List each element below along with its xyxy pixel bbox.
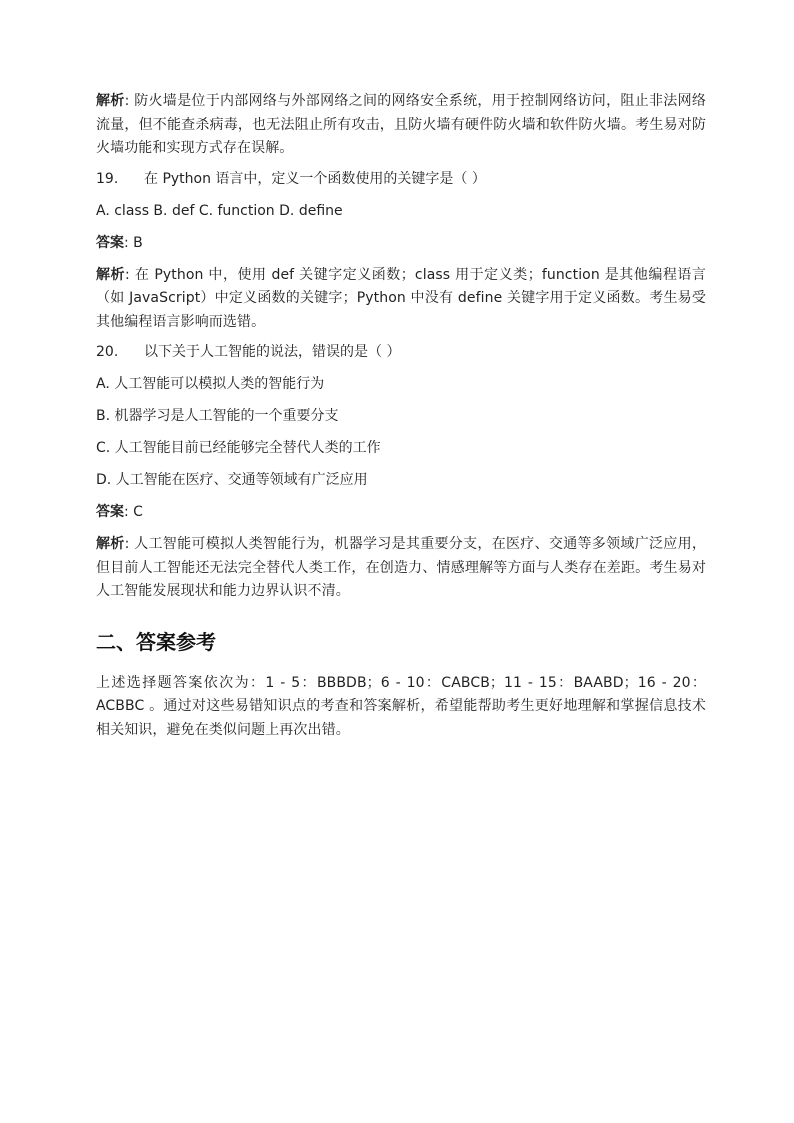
q20-option-b: B. 机器学习是人工智能的一个重要分支: [96, 408, 339, 424]
q19-answer: [96, 232, 706, 255]
answer-summary: 上述选择题答案依次为：1 - 5：BBBDB；6 - 10：CABCB；11 - 15：BAABD；16 - 20：ACBBC 。通过对这些易错知识点的考查和答案解析，希望能帮助考生更好地理解和掌握信息技术相关知识，避免在类似问题上再次出错。: [96, 674, 706, 738]
q19-analysis-text: 在 Python 中，使用 def 关键字定义函数；class 用于定义类；function 是其他编程语言（如 JavaScript）中定义函数的关键字；Python 中没有 define 关键字用于定义函数。考生易受其他编程语言影响而选错。: [96, 266, 707, 330]
q18-analysis: [96, 90, 706, 161]
q20-analysis-text: 人工智能可模拟人类智能行为，机器学习是其重要分支，在医疗、交通等多领域广泛应用，但目前人工智能还无法完全替代人类工作，在创造力、情感理解等方面与人类存在差距。考生易对人工智能发展现状和能力边界认识不清。: [96, 536, 707, 599]
analysis-label: 解析: [96, 266, 126, 283]
q19-answer-value: B: [133, 234, 143, 251]
section-heading: 二、答案参考: [96, 629, 216, 654]
q19-question: [96, 168, 706, 191]
q20-stem: 以下关于人工智能的说法，错误的是（ ）: [144, 344, 401, 360]
q20-analysis: [96, 533, 706, 604]
q18-analysis-text: 防火墙是位于内部网络与外部网络之间的网络安全系统，用于控制网络访问，阻止非法网络流量，但不能查杀病毒，也无法阻止所有攻击，且防火墙有硬件防火墙和软件防火墙。考生易对防火墙功能和实现方式存在误解。: [96, 93, 707, 156]
label-colon: :: [124, 234, 134, 251]
q20-answer-value: C: [133, 504, 143, 520]
analysis-label: 解析: [96, 536, 125, 552]
q19-stem: 在 Python 语言中，定义一个函数使用的关键字是（ ）: [144, 170, 486, 187]
q20-option-c: C. 人工智能目前已经能够完全替代人类的工作: [96, 440, 381, 456]
answer-label: 答案: [96, 234, 124, 251]
q20-option-a: A. 人工智能可以模拟人类的智能行为: [96, 376, 325, 392]
label-colon: :: [124, 93, 135, 109]
label-colon: :: [124, 536, 135, 552]
label-colon: :: [124, 504, 134, 520]
answer-label: 答案: [96, 504, 124, 520]
q19-options: A. class B. def C. function D. define: [96, 202, 343, 219]
q20-number: 20.: [96, 344, 119, 360]
q19-analysis: [96, 264, 706, 335]
q20-option-d: D. 人工智能在医疗、交通等领域有广泛应用: [96, 472, 368, 488]
analysis-label: 解析: [96, 93, 125, 109]
q20-question: [96, 341, 706, 364]
label-colon: :: [125, 266, 135, 283]
q19-number: 19.: [96, 170, 119, 187]
q20-answer: [96, 501, 706, 524]
document-page: [96, 90, 706, 749]
